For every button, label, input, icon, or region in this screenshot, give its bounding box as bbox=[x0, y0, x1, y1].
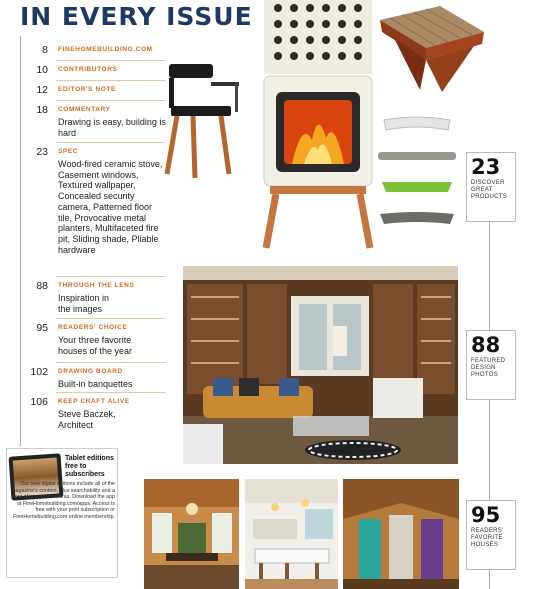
tablet-promo[interactable] bbox=[6, 448, 118, 578]
divider bbox=[56, 60, 166, 61]
section-description: Steve Baczek, Architect bbox=[58, 409, 116, 430]
section-description: Your three favorite houses of the year bbox=[58, 335, 133, 356]
stat-number: 23 bbox=[471, 155, 501, 179]
fire-pit-image[interactable] bbox=[370, 2, 488, 94]
toc-rule bbox=[20, 36, 21, 446]
library-photo[interactable] bbox=[183, 266, 458, 464]
stat-box-houses[interactable] bbox=[466, 500, 516, 570]
section-label: COMMENTARY bbox=[58, 106, 111, 113]
stat-number: 88 bbox=[471, 333, 501, 357]
page-number: 10 bbox=[36, 64, 48, 76]
page-title: IN EVERY ISSUE bbox=[20, 2, 253, 31]
tablet-heading: Tablet editions free to subscribers bbox=[65, 455, 114, 478]
tablet-body: Our new digital editions include all of the magazine's content, plus searchability and a host of interactive extras. Download the app at FineHomebuilding.com/apps. Access is free with your print subscription or FineHomebuilding.com online membership. bbox=[11, 481, 115, 520]
section-description: Wood-fired ceramic stove, Casement windows, Textured wallpaper, Concealed security camera, Patterned floor tile, Provocative metal planters, Multifaceted fire pit, Sliding shade, Pliable hardware bbox=[58, 159, 163, 255]
section-label: SPEC bbox=[58, 148, 79, 155]
stat-number: 95 bbox=[471, 503, 501, 527]
ceramic-stove-image[interactable] bbox=[262, 0, 374, 250]
section-label: FINEHOMEBUILDING.COM bbox=[58, 46, 153, 53]
section-description: Built-in banquettes bbox=[58, 379, 133, 389]
divider bbox=[56, 318, 166, 319]
entry-doors-photo[interactable] bbox=[343, 479, 459, 589]
page-number: 95 bbox=[36, 322, 48, 334]
section-label: THROUGH THE LENS bbox=[58, 282, 135, 289]
divider bbox=[56, 142, 166, 143]
divider bbox=[56, 362, 166, 363]
section-description: Inspiration in the images bbox=[58, 293, 110, 314]
stat-box-products[interactable] bbox=[466, 152, 516, 222]
stat-caption: READERS' FAVORITE HOUSES bbox=[471, 528, 504, 548]
chair-image[interactable] bbox=[163, 62, 249, 180]
stat-box-photos[interactable] bbox=[466, 330, 516, 400]
divider bbox=[56, 276, 166, 277]
page-number: 12 bbox=[36, 84, 48, 96]
section-label: KEEP CRAFT ALIVE bbox=[58, 398, 130, 405]
divider bbox=[56, 80, 166, 81]
stat-caption: DISCOVER GREAT PRODUCTS bbox=[471, 180, 508, 200]
section-label: DRAWING BOARD bbox=[58, 368, 123, 375]
section-label: EDITOR'S NOTE bbox=[58, 86, 116, 93]
divider bbox=[56, 392, 166, 393]
page-number: 88 bbox=[36, 280, 48, 292]
kitchen-photo[interactable] bbox=[245, 479, 338, 589]
page-number: 23 bbox=[36, 146, 48, 158]
dining-room-photo[interactable] bbox=[144, 479, 239, 589]
section-label: CONTRIBUTORS bbox=[58, 66, 118, 73]
hardware-handles-image[interactable] bbox=[376, 114, 458, 234]
stat-caption: FEATURED DESIGN PHOTOS bbox=[471, 358, 506, 378]
page-number: 8 bbox=[42, 44, 48, 56]
divider bbox=[56, 100, 166, 101]
page-number: 18 bbox=[36, 104, 48, 116]
page-number: 102 bbox=[30, 366, 48, 378]
section-label: READERS' CHOICE bbox=[58, 324, 128, 331]
section-description: Drawing is easy, building is hard bbox=[58, 117, 166, 138]
page-number: 106 bbox=[30, 396, 48, 408]
